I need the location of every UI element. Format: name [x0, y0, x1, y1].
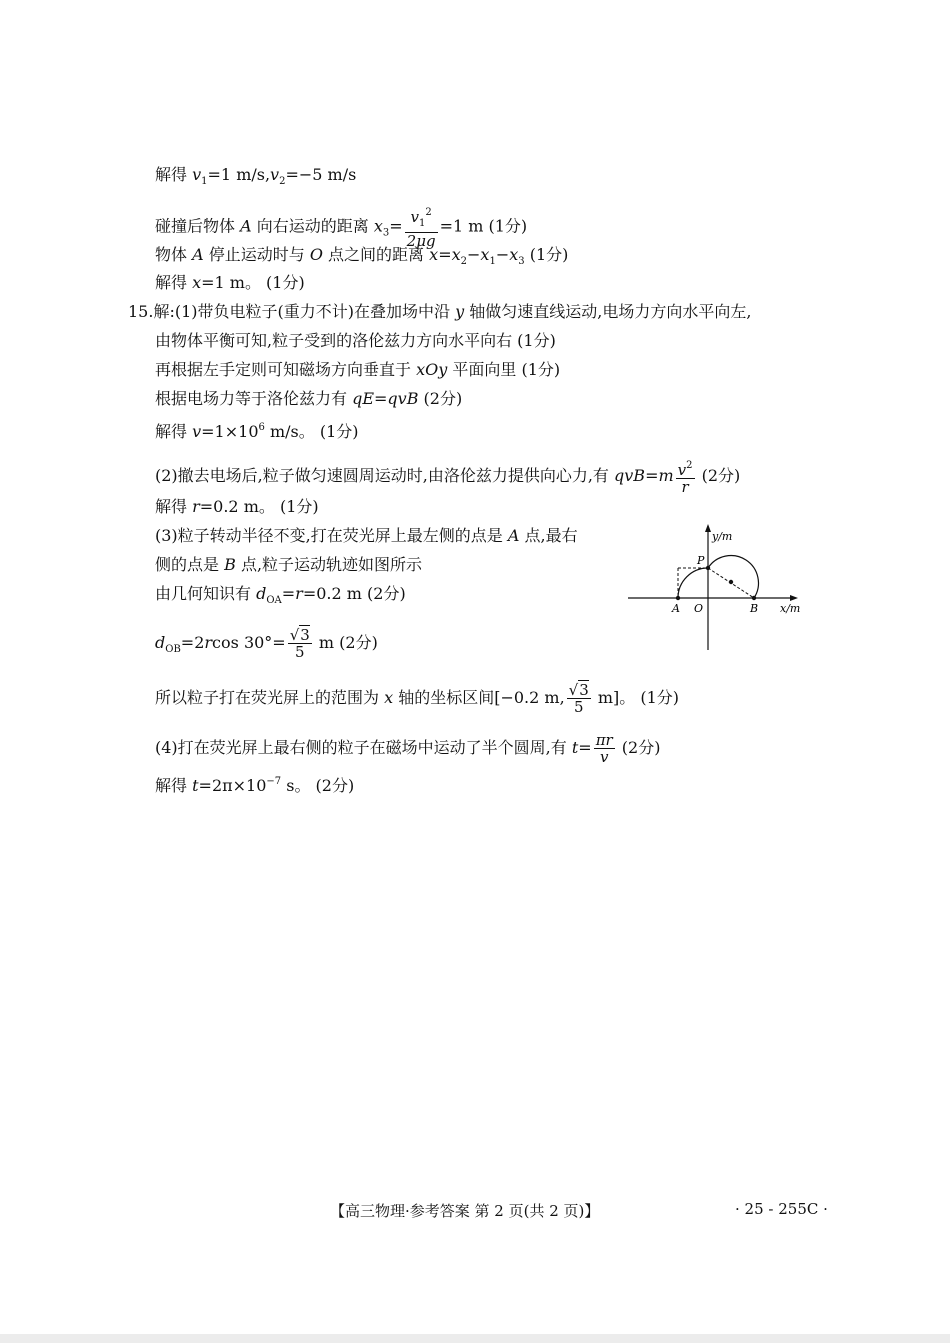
x-axis-arrow	[790, 595, 798, 601]
solution-line-2: 碰撞后物体 A 向右运动的距离 $x_3=$ $\frac{v_1^2}{2\mu g}$ =1 m (1分)	[155, 207, 528, 250]
right-trajectory-arc	[708, 556, 758, 598]
point-B	[752, 596, 756, 600]
label-A: A	[672, 602, 680, 615]
question-15-line-8: (3)粒子转动半径不变,打在荧光屏上最左侧的点是 A 点,最右	[155, 526, 578, 545]
page-footer-code: · 25 - 255C ·	[735, 1200, 828, 1218]
question-15-line-10: 由几何知识有 $d_{OA}=r=0.2$ m (2分)	[155, 584, 406, 606]
fraction-distance: $\frac{v_1^2}{2\mu g}$	[406, 207, 436, 250]
question-number: 15.	[128, 302, 154, 321]
question-15-line-7: 解得 r=0.2 m。 (1分)	[155, 497, 319, 516]
solution-line-4: 解得 x=1 m。 (1分)	[155, 273, 305, 292]
question-15-line-6: (2)撤去电场后,粒子做匀速圆周运动时,由洛伦兹力提供向心力,有 qvB=m $\frac{v^2}{r}$ (2分)	[155, 460, 741, 496]
fraction-sqrt3-over-5: $\frac{√3}{5}$	[289, 626, 310, 661]
solution-line-3: 物体 A 停止运动时与 O 点之间的距离 $x=x_2-x_1-x_3$ (1分)	[155, 245, 569, 267]
question-15-line-13: (4)打在荧光屏上最右侧的粒子在磁场中运动了半个圆周,有 t= $\frac{\pi r}{v}$ (2分)	[155, 731, 661, 766]
label-P: P	[697, 554, 705, 567]
point-A	[676, 596, 680, 600]
point-P	[706, 566, 710, 570]
fraction-sqrt3-over-5-range: $\frac{√3}{5}$	[568, 681, 589, 716]
y-axis-arrow	[705, 524, 711, 532]
fraction-time: $\frac{\pi r}{v}$	[595, 731, 613, 766]
question-15-line-3: 再根据左手定则可知磁场方向垂直于 xOy 平面向里 (1分)	[155, 360, 561, 379]
label-B: B	[750, 602, 759, 615]
question-15-line-1: 15.解:(1)带负电粒子(重力不计)在叠加场中沿 y 轴做匀速直线运动,电场力方向水平向左,	[128, 302, 752, 321]
x-axis-label: x/m	[780, 602, 801, 615]
question-15-line-11: $d_{OB}=2rcos$ 30°= $\frac{√3}{5}$ m (2分)	[155, 626, 378, 661]
left-trajectory-arc	[678, 568, 708, 598]
y-axis-label: y/m	[712, 530, 733, 543]
label-O: O	[694, 602, 704, 615]
question-15-line-12: 所以粒子打在荧光屏上的范围为 x 轴的坐标区间[−0.2 m, $\frac{√3}{5}$ m]。 (1分)	[155, 681, 680, 716]
point-center	[729, 580, 733, 584]
page-footer-center: 【高三物理·参考答案 第 2 页(共 2 页)】	[330, 1202, 600, 1220]
question-15-line-2: 由物体平衡可知,粒子受到的洛伦兹力方向水平向右 (1分)	[155, 331, 556, 350]
fraction-centripetal: $\frac{v^2}{r}$	[677, 460, 693, 496]
question-15-line-9: 侧的点是 B 点,粒子运动轨迹如图所示	[155, 555, 423, 574]
trajectory-figure	[620, 520, 820, 660]
question-15-line-14: 解得 $t=2\pi\times 10^{-7}$ s。 (2分)	[155, 776, 355, 795]
question-15-line-4: 根据电场力等于洛伦兹力有 qE=qvB (2分)	[155, 389, 463, 408]
question-15-line-5: 解得 $v=1\times 10^6$ m/s。 (1分)	[155, 422, 359, 441]
solution-line-1: 解得 $v_1=1$ $m/s,v_2=-5$ m/s	[155, 165, 357, 187]
scan-edge	[0, 1334, 950, 1343]
